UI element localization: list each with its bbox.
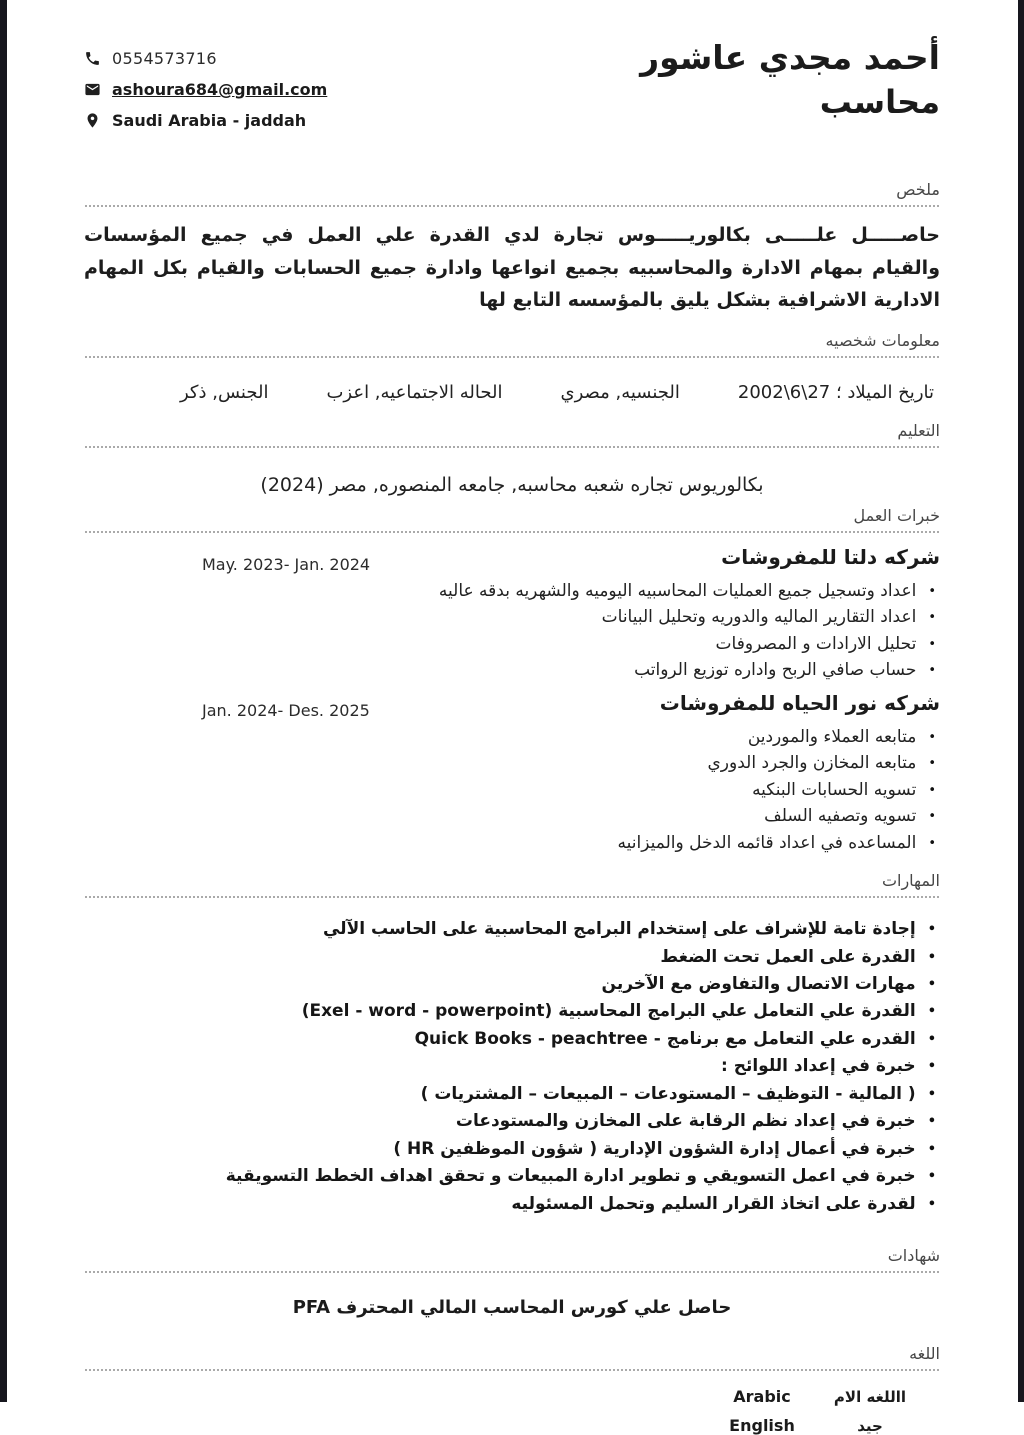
skill-bullet: [84, 1165, 936, 1188]
bullet-dot-icon: •: [927, 1196, 936, 1212]
section-title-language: اللغه: [909, 1344, 940, 1364]
section-divider: [84, 356, 940, 358]
company-name: شركه نور الحياه للمفروشات: [659, 690, 940, 715]
bullet-dot-icon: •: [928, 782, 936, 798]
job-header: [84, 691, 940, 720]
bullet-dot-icon: •: [927, 1141, 936, 1157]
skill-bullet: [84, 1083, 936, 1106]
job-bullet-text: متابعه العملاء والموردين: [747, 726, 917, 747]
job-entry: [84, 691, 940, 855]
language-level: جيد: [857, 1416, 883, 1435]
skill-bullet: [84, 1028, 936, 1051]
contact-location-row: [84, 111, 327, 130]
bullet-dot-icon: •: [927, 1086, 936, 1102]
skill-bullet: [84, 1193, 936, 1216]
job-bullet-text: تحليل الارادات و المصروفات: [715, 633, 917, 654]
skill-text: لقدرة على اتخاذ القرار السليم وتحمل المسئوليه: [511, 1193, 916, 1214]
bullet-dot-icon: •: [928, 610, 936, 626]
language-level: االلغه الام: [833, 1387, 907, 1406]
certificate-text: حاصل علي كورس المحاسب المالي المحترف PFA: [292, 1297, 732, 1319]
job-bullet-list: [84, 580, 940, 683]
job-bullet: [84, 752, 936, 775]
skill-text: إجادة تامة للإشراف على إستخدام البرامج المحاسبية على الحاسب الآلي: [322, 919, 916, 940]
contact-email-row: [84, 80, 327, 99]
bullet-dot-icon: •: [928, 636, 936, 652]
job-bullet: [84, 832, 936, 855]
job-bullet: [84, 779, 936, 802]
email-link[interactable]: ashoura684@gmail.com: [112, 80, 328, 99]
bullet-dot-icon: •: [927, 1031, 936, 1047]
job-bullet-text: حساب صافي الربح واداره توزيع الرواتب: [634, 660, 917, 681]
bullet-dot-icon: •: [928, 835, 936, 851]
job-title: محاسب: [819, 82, 940, 121]
section-title-certificates: شهادات: [887, 1246, 940, 1266]
job-bullet-text: متابعه المخازن والجرد الدوري: [707, 753, 917, 774]
viewer-left-edge: [0, 0, 7, 1402]
section-divider: [84, 1271, 940, 1273]
education-text: بكالوريوس تجاره شعبه محاسبه, جامعه المنصوره, مصر (2024): [260, 474, 764, 497]
language-name: Arabic: [733, 1387, 791, 1407]
bullet-dot-icon: •: [927, 949, 936, 965]
job-bullet-text: المساعده في اعداد قائمه الدخل والميزانيه: [617, 832, 917, 853]
job-entry: [84, 545, 940, 683]
bullet-dot-icon: •: [927, 1169, 936, 1185]
language-row: [84, 1387, 918, 1406]
job-bullet-text: اعداد التقارير الماليه والدوريه وتحليل البيانات: [601, 607, 917, 628]
bullet-dot-icon: •: [927, 977, 936, 992]
job-list: [84, 545, 940, 855]
skill-text: مهارات الاتصال والتفاوض مع الآخرين: [601, 974, 916, 994]
section-education: [84, 421, 940, 496]
job-bullet: [84, 580, 936, 603]
personal-info-row: [84, 382, 940, 403]
skill-text: خبرة في أعمال إدارة الشؤون الإدارية ( شؤون الموظفين HR ): [393, 1138, 916, 1159]
job-bullet-text: تسويه وتصفيه السلف: [764, 806, 917, 827]
section-experience: [84, 506, 940, 855]
skill-bullet: [84, 1138, 936, 1161]
job-bullet: [84, 726, 936, 749]
location-pin-icon: [84, 112, 101, 129]
phone-icon: [84, 50, 101, 67]
skill-text: القدرة علي التعامل علي البرامج المحاسبية (Exel - word - powerpoint): [301, 1001, 916, 1022]
language-name: English: [729, 1416, 795, 1435]
section-personal-info: [84, 331, 940, 403]
section-divider: [84, 1369, 940, 1371]
skills-list: [84, 918, 940, 1216]
job-bullet: [84, 659, 936, 682]
skill-text: القدرة على العمل تحت الضغط: [660, 946, 916, 967]
summary-text: حاصـــــل علـــــى بكالوريـــــوس تجارة لدي القدرة علي العمل في جميع المؤسسات والقيام بمهام الادارة والمحاسبيه بجميع انواعها وادارة جميع الحسابات والقيام بكل المهام الادارية الاشرافية بشكل يليق بالمؤسسه التابع لها: [84, 224, 940, 312]
personal-info-item: الجنس, ذكر: [180, 382, 269, 404]
skill-bullet: [84, 1055, 936, 1078]
section-title-personal: معلومات شخصيه: [825, 331, 940, 351]
section-language: [84, 1344, 940, 1435]
job-bullet-text: تسويه الحسابات البنكيه: [752, 779, 917, 800]
skill-bullet: [84, 918, 936, 941]
language-row: [84, 1416, 918, 1435]
personal-info-item: تاريخ الميلاد ؛ 27\6\2002: [737, 382, 934, 404]
phone-number: 0554573716: [112, 49, 217, 68]
job-dates: May. 2023- Jan. 2024: [202, 555, 371, 575]
name-block: [640, 36, 940, 124]
skill-bullet: [84, 1000, 936, 1023]
section-divider: [84, 205, 940, 207]
section-skills: [84, 871, 940, 1216]
skill-bullet: [84, 1110, 936, 1133]
section-title-summary: ملخص: [896, 180, 940, 199]
bullet-dot-icon: •: [928, 584, 936, 600]
job-bullet: [84, 606, 936, 629]
bullet-dot-icon: •: [927, 922, 936, 938]
skill-text: خبرة في إعداد نظم الرقابة على المخازن والمستودعات: [455, 1111, 916, 1132]
section-summary: [84, 180, 940, 317]
personal-info-item: الحاله الاجتماعيه, اعزب: [326, 382, 503, 404]
job-dates: Jan. 2024- Des. 2025: [202, 700, 370, 720]
contact-block: [84, 36, 327, 130]
section-title-skills: المهارات: [881, 871, 940, 891]
skill-text: القدره علي التعامل مع برنامج - Quick Books - peachtree: [414, 1028, 916, 1049]
email-icon: [84, 81, 101, 98]
company-name: شركه دلتا للمفروشات: [721, 545, 940, 570]
bullet-dot-icon: •: [927, 1114, 936, 1130]
location-text: Saudi Arabia - jaddah: [112, 111, 307, 130]
section-title-experience: خبرات العمل: [853, 506, 940, 526]
section-title-education: التعليم: [897, 421, 940, 441]
skill-text: ( المالية - التوظيف – المستودعات – المبيعات – المشتريات ): [420, 1083, 916, 1104]
section-divider: [84, 446, 940, 448]
bullet-dot-icon: •: [928, 809, 936, 825]
skill-bullet: [84, 973, 936, 996]
skill-bullet: [84, 946, 936, 969]
resume-header: [84, 36, 940, 130]
bullet-dot-icon: •: [927, 1004, 936, 1020]
job-bullet: [84, 805, 936, 828]
job-bullet-text: اعداد وتسجيل جميع العمليات المحاسبيه اليوميه والشهريه بدقه عاليه: [438, 581, 917, 602]
bullet-dot-icon: •: [928, 756, 936, 772]
bullet-dot-icon: •: [928, 663, 936, 679]
job-header: [84, 545, 940, 574]
section-certificates: [84, 1246, 940, 1318]
job-bullet-list: [84, 726, 940, 855]
contact-phone-row: [84, 49, 327, 68]
person-name: أحمد مجدي عاشور: [640, 38, 940, 77]
personal-info-item: الجنسيه, مصري: [560, 382, 680, 404]
language-table: [84, 1387, 940, 1435]
viewer-right-edge: [1018, 0, 1024, 1402]
section-divider: [84, 531, 940, 533]
section-divider: [84, 896, 940, 898]
job-bullet: [84, 633, 936, 656]
bullet-dot-icon: •: [928, 729, 936, 745]
bullet-dot-icon: •: [927, 1059, 936, 1075]
skill-text: خبرة في اعمل التسويقي و تطوير ادارة المبيعات و تحقق اهداف الخطط التسويقية: [225, 1166, 916, 1187]
skill-text: خبرة في إعداد اللوائح :: [721, 1056, 916, 1077]
